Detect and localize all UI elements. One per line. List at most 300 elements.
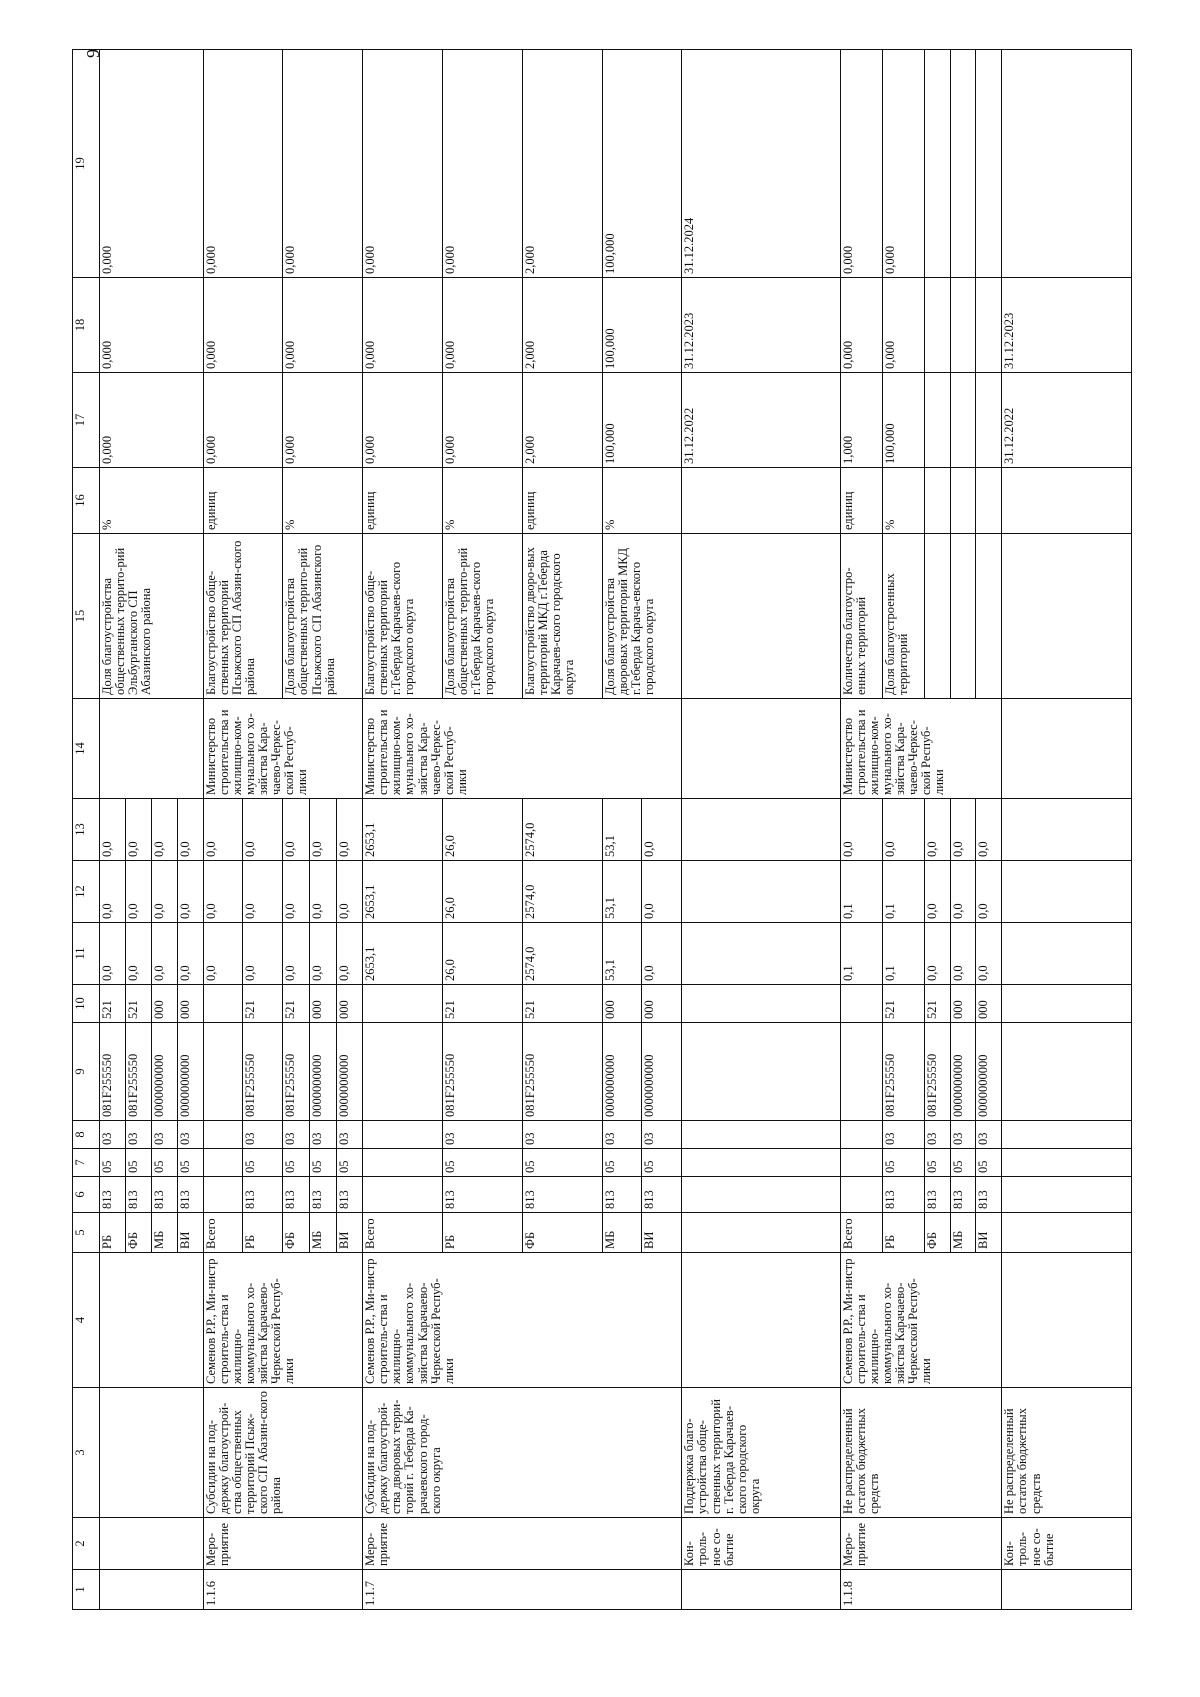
item-executor: Министерство строительства и жилищно-ком-мунального хо-зяйства Кара-чаево-Черкес-ской Респуб-лики (203, 699, 363, 799)
table-cell: 03 (642, 1121, 682, 1149)
col-header: 10 (73, 985, 100, 1023)
table-cell (1002, 1253, 1132, 1388)
table-cell: 521 (283, 985, 310, 1023)
table-cell: 03 (309, 1121, 336, 1149)
item-name: Не распределенный остаток бюджетных средств (1002, 1388, 1132, 1518)
table-cell: 0,0 (125, 799, 151, 861)
table-cell: 0000000000 (151, 1023, 177, 1121)
table-cell (363, 1149, 443, 1177)
table-cell: 05 (924, 1149, 950, 1177)
table-cell: 0000000000 (602, 1023, 642, 1121)
table-cell: единиц (363, 468, 443, 534)
table-cell: 26,0 (442, 861, 522, 923)
col-header: 3 (73, 1388, 100, 1518)
indicator-name: Доля благоустройства общественных террито-рий Псыжского СП Абазинского района (283, 534, 363, 699)
table-cell: РБ (243, 1213, 283, 1253)
table-cell: 05 (950, 1149, 976, 1177)
table-row (203, 50, 243, 1610)
table-cell: 2653,1 (363, 799, 443, 861)
table-cell: 0,000 (203, 373, 283, 468)
table-cell: 081F255550 (283, 1023, 310, 1121)
table-cell: 0,000 (203, 278, 283, 373)
table-cell (682, 1023, 840, 1121)
table-cell: 2574,0 (522, 861, 602, 923)
table-cell: 0,0 (283, 923, 310, 985)
table-cell: 813 (602, 1177, 642, 1213)
table-cell: 081F255550 (125, 1023, 151, 1121)
table-cell: 05 (882, 1149, 924, 1177)
table-cell: 26,0 (442, 923, 522, 985)
table-cell: 0,0 (924, 799, 950, 861)
table-cell (100, 1570, 204, 1610)
table-cell: % (442, 468, 522, 534)
table-cell (203, 1149, 243, 1177)
table-cell: 26,0 (442, 799, 522, 861)
table-cell: 2,000 (522, 278, 602, 373)
table-cell: 0,0 (177, 799, 203, 861)
col-header: 13 (73, 799, 100, 861)
table-cell (1002, 985, 1132, 1023)
table-cell: 05 (976, 1149, 1002, 1177)
table-cell: 05 (602, 1149, 642, 1177)
table-cell (682, 1149, 840, 1177)
table-cell: ВИ (336, 1213, 363, 1253)
program-table (72, 49, 1132, 1610)
table-cell: 0,0 (177, 923, 203, 985)
table-cell: 0,0 (642, 799, 682, 861)
indicator-name: Доля благоустройства общественных террито-рий г.Теберда Карачаев-ского городского округа (442, 534, 522, 699)
table-cell: 813 (100, 1177, 126, 1213)
table-cell: ФБ (125, 1213, 151, 1253)
table-cell: 53,1 (602, 923, 642, 985)
table-cell: 0,0 (243, 861, 283, 923)
table-cell: 081F255550 (522, 1023, 602, 1121)
table-cell: 2,000 (522, 50, 602, 278)
table-cell: 03 (125, 1121, 151, 1149)
table-cell: 081F255550 (100, 1023, 126, 1121)
table-cell (950, 278, 976, 373)
table-cell: 0,000 (283, 278, 363, 373)
table-cell: 100,000 (602, 373, 682, 468)
table-row (100, 50, 126, 1610)
table-cell: 0,000 (363, 50, 443, 278)
table-cell (840, 1149, 882, 1177)
table-cell: 0,0 (100, 799, 126, 861)
item-responsible: Семенов Р.Р., Ми-нистр строитель-ства и жилищно-коммунального хо-зяйства Карачаево-Черкесской Респуб-лики (363, 1253, 682, 1388)
table-cell (950, 534, 976, 699)
item-type: Кон-троль-ное со-бытие (1002, 1518, 1132, 1570)
item-number: 1.1.8 (840, 1570, 1002, 1610)
item-name: Субсидии на под-держку благоустрой-ства общественных территорий Псыж-ского СП Абазин-ского района (203, 1388, 363, 1518)
item-type: Меро-приятие (363, 1518, 682, 1570)
table-cell: 0,0 (950, 799, 976, 861)
table-cell: 0,0 (243, 799, 283, 861)
table-cell (840, 1023, 882, 1121)
table-cell: 100,000 (602, 278, 682, 373)
col-header: 1 (73, 1570, 100, 1610)
table-cell (1002, 861, 1132, 923)
table-cell (363, 1177, 443, 1213)
table-cell (976, 373, 1002, 468)
col-header: 16 (73, 468, 100, 534)
table-cell: 0,0 (283, 799, 310, 861)
table-cell: 31.12.2022 (682, 373, 840, 468)
indicator-name: Благоустройство дворо-вых территорий МКД г.Теберда Карачаев-ского городского округа (522, 534, 602, 699)
table-cell (976, 534, 1002, 699)
table-cell: 0,0 (642, 861, 682, 923)
table-cell (682, 799, 840, 861)
col-header: 8 (73, 1121, 100, 1149)
table-cell (924, 534, 950, 699)
item-type: Кон-троль-ное со-бытие (682, 1518, 840, 1570)
table-cell: 000 (336, 985, 363, 1023)
table-cell: единиц (840, 468, 882, 534)
table-cell: 0,1 (840, 861, 882, 923)
table-cell: 0,0 (950, 861, 976, 923)
table-cell (682, 1213, 840, 1253)
table-cell (682, 985, 840, 1023)
table-cell: 0,0 (924, 923, 950, 985)
table-cell: 081F255550 (924, 1023, 950, 1121)
table-cell (976, 468, 1002, 534)
table-cell: 0,0 (976, 799, 1002, 861)
col-header: 12 (73, 861, 100, 923)
table-cell (1002, 534, 1132, 699)
table-cell: 03 (950, 1121, 976, 1149)
item-responsible: Семенов Р.Р., Ми-нистр строитель-ства и жилищно-коммунального хо-зяйства Карачаево-Черкесской Респуб-лики (840, 1253, 1002, 1388)
indicator-name: Доля благоустроенных территорий (882, 534, 924, 699)
table-cell: 0,000 (840, 278, 882, 373)
table-cell: ФБ (522, 1213, 602, 1253)
table-cell (682, 1570, 840, 1610)
item-type: Меро-приятие (203, 1518, 363, 1570)
col-header: 18 (73, 278, 100, 373)
table-cell: 0,000 (442, 373, 522, 468)
table-cell: 0,0 (100, 923, 126, 985)
table-cell: 521 (442, 985, 522, 1023)
table-cell: 0,1 (840, 923, 882, 985)
table-cell: ВИ (177, 1213, 203, 1253)
table-cell (976, 278, 1002, 373)
table-cell: 0,000 (442, 278, 522, 373)
table-cell (1002, 50, 1132, 278)
table-cell (682, 1177, 840, 1213)
page-number: 9 (83, 49, 103, 58)
table-cell (682, 699, 840, 799)
table-cell: 05 (522, 1149, 602, 1177)
table-cell (1002, 1023, 1132, 1121)
table-cell: 2574,0 (522, 923, 602, 985)
item-executor: Министерство строительства и жилищно-ком-мунального хо-зяйства Кара-чаево-Черкес-ской Респуб-лики (363, 699, 682, 799)
col-header: 6 (73, 1177, 100, 1213)
table-cell: ВИ (976, 1213, 1002, 1253)
table-cell: 813 (283, 1177, 310, 1213)
table-cell: 000 (177, 985, 203, 1023)
rotated-table-container (72, 50, 1132, 1610)
table-cell: 0,0 (336, 861, 363, 923)
table-cell: МБ (950, 1213, 976, 1253)
item-number: 1.1.7 (363, 1570, 682, 1610)
table-cell: РБ (882, 1213, 924, 1253)
table-cell: 0,0 (950, 923, 976, 985)
table-cell: 0,0 (125, 861, 151, 923)
table-cell (363, 985, 443, 1023)
control-event-row (682, 50, 840, 1610)
table-cell: 03 (100, 1121, 126, 1149)
table-cell: 53,1 (602, 861, 642, 923)
table-cell: 0,000 (100, 373, 204, 468)
table-cell: 813 (177, 1177, 203, 1213)
header-row (73, 50, 100, 1610)
table-cell: 0,000 (442, 50, 522, 278)
table-cell: 0,0 (177, 861, 203, 923)
table-cell: 521 (125, 985, 151, 1023)
table-cell: 0,000 (840, 50, 882, 278)
table-cell: 03 (924, 1121, 950, 1149)
table-cell (682, 1121, 840, 1149)
table-cell: 0,000 (283, 373, 363, 468)
col-header: 4 (73, 1253, 100, 1388)
table-cell (976, 50, 1002, 278)
table-cell: 03 (336, 1121, 363, 1149)
table-cell: 0000000000 (642, 1023, 682, 1121)
table-cell: % (283, 468, 363, 534)
table-cell: 521 (924, 985, 950, 1023)
table-cell (100, 1388, 204, 1518)
table-cell: 0,0 (336, 923, 363, 985)
source-cell: РБ (100, 1213, 126, 1253)
table-cell: 813 (151, 1177, 177, 1213)
table-cell: 0,0 (924, 861, 950, 923)
indicator-name: Благоустройство обще-ственных территорий г.Теберда Карачаев-ского городского округа (363, 534, 443, 699)
col-header: 5 (73, 1213, 100, 1253)
table-cell (100, 1253, 204, 1388)
table-cell: ФБ (283, 1213, 310, 1253)
table-cell: 2,000 (522, 373, 602, 468)
table-cell (682, 534, 840, 699)
table-cell: 31.12.2024 (682, 50, 840, 278)
table-cell: единиц (522, 468, 602, 534)
table-cell (950, 468, 976, 534)
table-cell: 813 (950, 1177, 976, 1213)
table-cell: 0000000000 (309, 1023, 336, 1121)
table-cell: 813 (442, 1177, 522, 1213)
table-cell: Всего (363, 1213, 443, 1253)
table-cell: 000 (602, 985, 642, 1023)
table-cell: 05 (243, 1149, 283, 1177)
table-cell: 0,0 (642, 923, 682, 985)
table-cell: 03 (976, 1121, 1002, 1149)
item-name: Поддержка благо-устройства обще-ственных территорий г. Теберда Карачаев-ского городского округа (682, 1388, 840, 1518)
table-cell: 100,000 (882, 373, 924, 468)
table-cell (1002, 1213, 1132, 1253)
control-event-row (1002, 50, 1132, 1610)
table-cell (924, 373, 950, 468)
table-cell (203, 1023, 243, 1121)
col-header: 19 (73, 50, 100, 278)
table-cell: 521 (243, 985, 283, 1023)
table-cell (1002, 699, 1132, 799)
table-cell: 03 (602, 1121, 642, 1149)
col-header: 11 (73, 923, 100, 985)
table-cell: РБ (442, 1213, 522, 1253)
table-cell: 05 (642, 1149, 682, 1177)
table-cell: 000 (309, 985, 336, 1023)
table-cell: 813 (924, 1177, 950, 1213)
item-name: Не распределенный остаток бюджетных средств (840, 1388, 1002, 1518)
table-cell: 521 (882, 985, 924, 1023)
table-cell: 0,1 (882, 923, 924, 985)
table-cell: 0,000 (100, 278, 204, 373)
table-cell: 813 (882, 1177, 924, 1213)
col-header: 17 (73, 373, 100, 468)
table-cell: 53,1 (602, 799, 642, 861)
table-cell: МБ (602, 1213, 642, 1253)
item-type: Меро-приятие (840, 1518, 1002, 1570)
table-cell: 081F255550 (882, 1023, 924, 1121)
table-cell: 0000000000 (950, 1023, 976, 1121)
indicator-name: Количество благоустро-енных территорий (840, 534, 882, 699)
table-cell: 0000000000 (336, 1023, 363, 1121)
table-cell (363, 1121, 443, 1149)
table-cell: 03 (243, 1121, 283, 1149)
item-responsible: Семенов Р.Р., Ми-нистр строитель-ства и жилищно-коммунального хо-зяйства Карачаево-Черкесской Респуб-лики (203, 1253, 363, 1388)
table-cell: 0,0 (100, 861, 126, 923)
table-cell: % (100, 468, 204, 534)
table-cell: 0,000 (203, 50, 283, 278)
table-cell: 2653,1 (363, 923, 443, 985)
col-header: 9 (73, 1023, 100, 1121)
table-cell: 000 (950, 985, 976, 1023)
table-cell: 081F255550 (243, 1023, 283, 1121)
table-cell: 2653,1 (363, 861, 443, 923)
table-cell: ВИ (642, 1213, 682, 1253)
table-cell: 0,000 (363, 278, 443, 373)
table-cell: 0,0 (336, 799, 363, 861)
table-cell: 0,000 (100, 50, 204, 278)
table-cell: 1,000 (840, 373, 882, 468)
table-cell: 521 (100, 985, 126, 1023)
table-cell: 0,0 (203, 923, 243, 985)
table-cell: 0,0 (203, 861, 243, 923)
table-cell (363, 1023, 443, 1121)
table-cell: 05 (151, 1149, 177, 1177)
table-cell: ФБ (924, 1213, 950, 1253)
item-name: Субсидии на под-держку благоустрой-ства дворовых терри-торий г. Теберда Ка-рачаевского город-ского округа (363, 1388, 682, 1518)
table-cell: 0,0 (203, 799, 243, 861)
table-cell: Всего (840, 1213, 882, 1253)
table-cell: 0,0 (840, 799, 882, 861)
table-cell: единиц (203, 468, 283, 534)
table-row (840, 50, 882, 1610)
table-cell (1002, 799, 1132, 861)
table-cell: 0,000 (882, 50, 924, 278)
table-cell: 0,0 (151, 923, 177, 985)
table-cell: 05 (177, 1149, 203, 1177)
table-cell: 03 (151, 1121, 177, 1149)
table-cell: 0,0 (151, 861, 177, 923)
table-cell (682, 468, 840, 534)
table-cell: 03 (283, 1121, 310, 1149)
table-cell: 31.12.2023 (682, 278, 840, 373)
col-header: 2 (73, 1518, 100, 1570)
table-cell (840, 985, 882, 1023)
table-cell: 03 (522, 1121, 602, 1149)
table-cell: 05 (125, 1149, 151, 1177)
table-cell: 2574,0 (522, 799, 602, 861)
table-cell: 0,0 (309, 799, 336, 861)
table-cell: 0,0 (976, 861, 1002, 923)
indicator-name: Доля благоустройства общественных террито-рий Эльбурганского СП Абазинского района (100, 534, 204, 699)
table-cell: 0,000 (882, 278, 924, 373)
table-cell: 0,0 (125, 923, 151, 985)
table-cell: 0,0 (882, 799, 924, 861)
table-cell: 0,0 (243, 923, 283, 985)
table-cell: 03 (882, 1121, 924, 1149)
table-cell: 813 (976, 1177, 1002, 1213)
table-cell (924, 278, 950, 373)
table-cell (1002, 1570, 1132, 1610)
table-cell: 05 (442, 1149, 522, 1177)
table-cell (840, 1177, 882, 1213)
table-cell: 000 (642, 985, 682, 1023)
table-cell: 521 (522, 985, 602, 1023)
table-cell (203, 985, 243, 1023)
table-cell (840, 1121, 882, 1149)
table-cell: 0,1 (882, 861, 924, 923)
indicator-name: Благоустройство обще-ственных территорий Псыжского СП Абазин-ского района (203, 534, 283, 699)
table-cell (1002, 923, 1132, 985)
table-cell: 0000000000 (177, 1023, 203, 1121)
table-cell: 05 (309, 1149, 336, 1177)
table-cell: 813 (125, 1177, 151, 1213)
table-cell: 05 (283, 1149, 310, 1177)
table-cell: 813 (336, 1177, 363, 1213)
item-number: 1.1.6 (203, 1570, 363, 1610)
table-cell: 100,000 (602, 50, 682, 278)
table-cell: 03 (177, 1121, 203, 1149)
table-cell: 813 (642, 1177, 682, 1213)
table-cell: 0,000 (283, 50, 363, 278)
table-cell (1002, 1121, 1132, 1149)
table-cell (682, 1253, 840, 1388)
table-cell: МБ (151, 1213, 177, 1253)
table-cell (203, 1121, 243, 1149)
table-cell: 31.12.2023 (1002, 278, 1132, 373)
table-cell (1002, 1177, 1132, 1213)
table-cell (950, 50, 976, 278)
table-cell (924, 468, 950, 534)
table-cell (682, 861, 840, 923)
table-cell (950, 373, 976, 468)
table-cell: 000 (151, 985, 177, 1023)
item-executor: Министерство строительства и жилищно-ком-мунального хо-зяйства Кара-чаево-Черкес-ской Респуб-лики (840, 699, 1002, 799)
table-cell (924, 50, 950, 278)
table-cell (1002, 468, 1132, 534)
table-cell (100, 1518, 204, 1570)
table-cell: 813 (522, 1177, 602, 1213)
table-cell: Всего (203, 1213, 243, 1253)
table-cell (100, 699, 204, 799)
table-cell: 0000000000 (976, 1023, 1002, 1121)
table-cell: 0,0 (309, 861, 336, 923)
table-cell: 0,0 (976, 923, 1002, 985)
table-cell: 0,0 (283, 861, 310, 923)
table-cell: 0,0 (309, 923, 336, 985)
indicator-name: Доля благоустройства дворовых территорий МКД г.Теберда Карача-евского городского округа (602, 534, 682, 699)
col-header: 15 (73, 534, 100, 699)
table-cell (1002, 1149, 1132, 1177)
